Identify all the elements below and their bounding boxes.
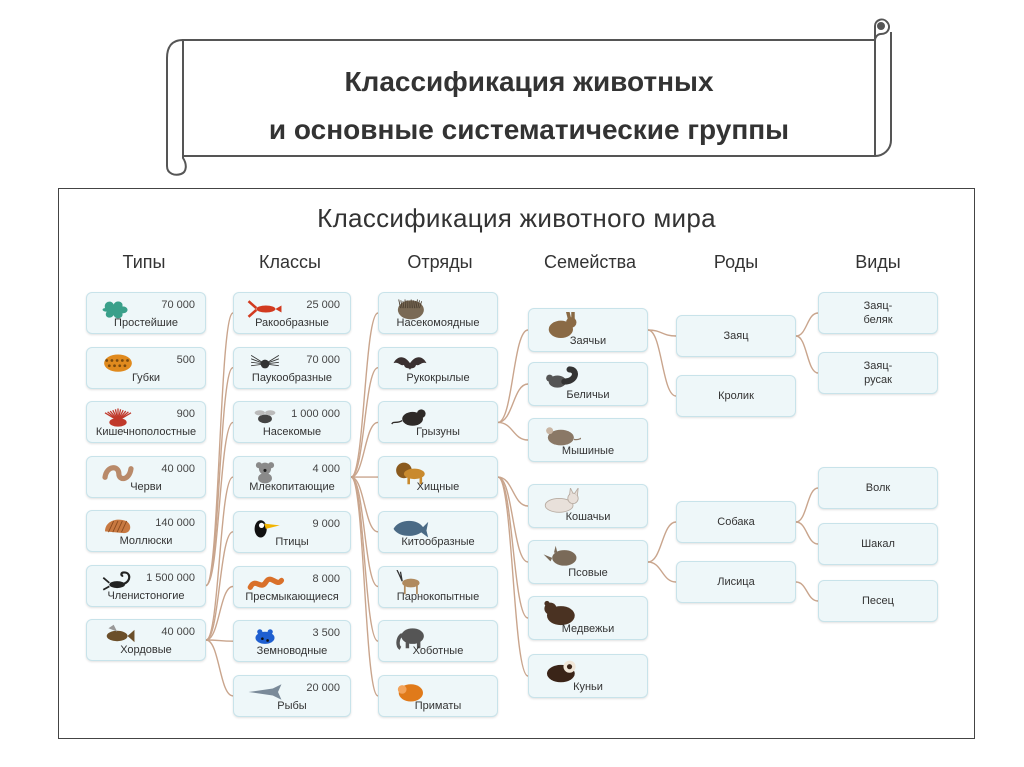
order-node	[378, 675, 498, 717]
class-label: Птицы	[275, 535, 309, 548]
order-label: Рукокрылые	[406, 371, 470, 384]
order-label: Китообразные	[401, 535, 475, 548]
type-node	[86, 565, 206, 607]
class-node	[233, 620, 351, 662]
class-count: 70 000	[306, 353, 340, 366]
order-node	[378, 292, 498, 334]
family-node	[528, 418, 648, 462]
type-label: Хордовые	[120, 644, 172, 656]
connector-line	[351, 477, 378, 696]
class-node	[233, 347, 351, 389]
order-node	[378, 566, 498, 608]
type-node	[86, 510, 206, 552]
class-count: 20 000	[306, 681, 340, 694]
species-label: Песец	[862, 595, 894, 607]
order-node	[378, 620, 498, 662]
family-label: Медвежьи	[561, 623, 615, 635]
species-label: Заяц- беляк	[863, 300, 893, 326]
class-node	[233, 511, 351, 553]
type-label: Простейшие	[114, 317, 178, 329]
type-count: 40 000	[161, 626, 195, 638]
family-node	[528, 484, 648, 528]
type-label: Губки	[131, 371, 161, 384]
class-label: Ракообразные	[255, 317, 329, 329]
class-count: 8 000	[312, 572, 340, 585]
species-node	[818, 467, 938, 509]
type-node	[86, 401, 206, 443]
column-header-families: Семейства	[543, 252, 637, 272]
family-node	[528, 362, 648, 406]
class-node	[233, 401, 351, 443]
class-node	[233, 292, 351, 334]
order-node	[378, 511, 498, 553]
type-node	[86, 347, 206, 389]
family-node	[528, 654, 648, 698]
species-label: Волк	[865, 482, 891, 494]
connector-line	[351, 368, 378, 477]
species-node	[818, 523, 938, 565]
type-label: Кишечнополостные	[95, 426, 197, 438]
class-label: Паукообразные	[251, 371, 333, 384]
class-count: 4 000	[312, 463, 340, 476]
type-label: Членистоногие	[107, 589, 185, 602]
family-label: Беличьи	[566, 389, 610, 401]
column-header-orders: Отряды	[407, 252, 473, 272]
class-node	[233, 675, 351, 717]
genus-node	[676, 315, 796, 357]
class-count: 25 000	[306, 299, 340, 311]
order-label: Грызуны	[416, 426, 460, 439]
class-node	[233, 456, 351, 498]
connector-line	[648, 330, 676, 396]
type-count: 900	[176, 408, 195, 420]
connector-line	[796, 582, 818, 601]
connector-line	[796, 313, 818, 336]
class-label: Рыбы	[277, 699, 307, 712]
connector-line	[206, 587, 233, 641]
genus-node	[676, 561, 796, 603]
family-node	[528, 540, 648, 584]
class-node	[233, 566, 351, 608]
species-node	[818, 580, 938, 622]
species-node	[818, 292, 938, 334]
species-label: Заяц- русак	[863, 360, 893, 386]
connector-line	[206, 313, 233, 586]
connector-line	[796, 336, 818, 373]
type-count: 500	[176, 353, 195, 366]
connector-line	[498, 384, 528, 422]
family-node	[528, 308, 648, 352]
class-count: 1 000 000	[291, 408, 340, 421]
type-node	[86, 619, 206, 661]
order-node	[378, 401, 498, 443]
connector-line	[498, 477, 528, 676]
family-node	[528, 596, 648, 640]
connector-line	[498, 422, 528, 440]
type-count: 1 500 000	[146, 571, 195, 584]
diagram-title: Классификация животного мира	[317, 203, 716, 233]
order-label: Парнокопытные	[396, 590, 480, 603]
genus-label: Кролик	[718, 390, 754, 402]
connector-line	[796, 522, 818, 544]
order-node	[378, 347, 498, 389]
column-header-classes: Классы	[259, 252, 321, 272]
column-header-types: Типы	[122, 252, 166, 272]
connector-line	[206, 640, 233, 696]
order-label: Насекомоядные	[396, 317, 480, 329]
genus-node	[676, 375, 796, 417]
class-count: 9 000	[312, 517, 340, 530]
family-label: Псовые	[568, 567, 608, 579]
type-node	[86, 456, 206, 498]
class-label: Насекомые	[262, 426, 322, 439]
class-count: 3 500	[312, 627, 340, 640]
species-node	[818, 352, 938, 394]
order-label: Приматы	[414, 699, 462, 712]
connector-line	[351, 477, 378, 586]
family-label: Заячьи	[569, 335, 607, 347]
genus-node	[676, 501, 796, 543]
genus-label: Заяц	[723, 330, 749, 342]
order-node	[378, 456, 498, 498]
connector-line	[796, 488, 818, 522]
genus-label: Лисица	[717, 576, 755, 588]
connector-line	[648, 562, 676, 582]
genus-label: Собака	[717, 516, 755, 528]
column-header-genera: Роды	[713, 252, 759, 272]
column-header-species: Виды	[855, 252, 901, 272]
species-label: Шакал	[861, 538, 895, 550]
type-count: 40 000	[161, 462, 195, 475]
connector-line	[351, 422, 378, 477]
order-label: Хоботные	[412, 645, 464, 658]
connector-line	[648, 522, 676, 562]
connector-line	[206, 532, 233, 640]
order-label: Хищные	[416, 481, 460, 494]
type-label: Моллюски	[119, 535, 173, 547]
type-label: Черви	[130, 480, 162, 493]
family-label: Кошачьи	[565, 511, 611, 523]
class-label: Пресмыкающиеся	[245, 590, 339, 603]
connector-line	[498, 330, 528, 422]
class-label: Млекопитающие	[249, 481, 335, 494]
type-count: 70 000	[161, 299, 195, 311]
type-count: 140 000	[155, 517, 195, 529]
connector-line	[498, 477, 528, 618]
banner-title-line1: Классификация животных	[344, 66, 714, 97]
class-label: Земноводные	[256, 645, 328, 658]
banner-title-line2: и основные систематические группы	[268, 114, 790, 145]
family-label: Мышиные	[561, 445, 615, 457]
type-node	[86, 292, 206, 334]
family-label: Куньи	[573, 681, 603, 693]
